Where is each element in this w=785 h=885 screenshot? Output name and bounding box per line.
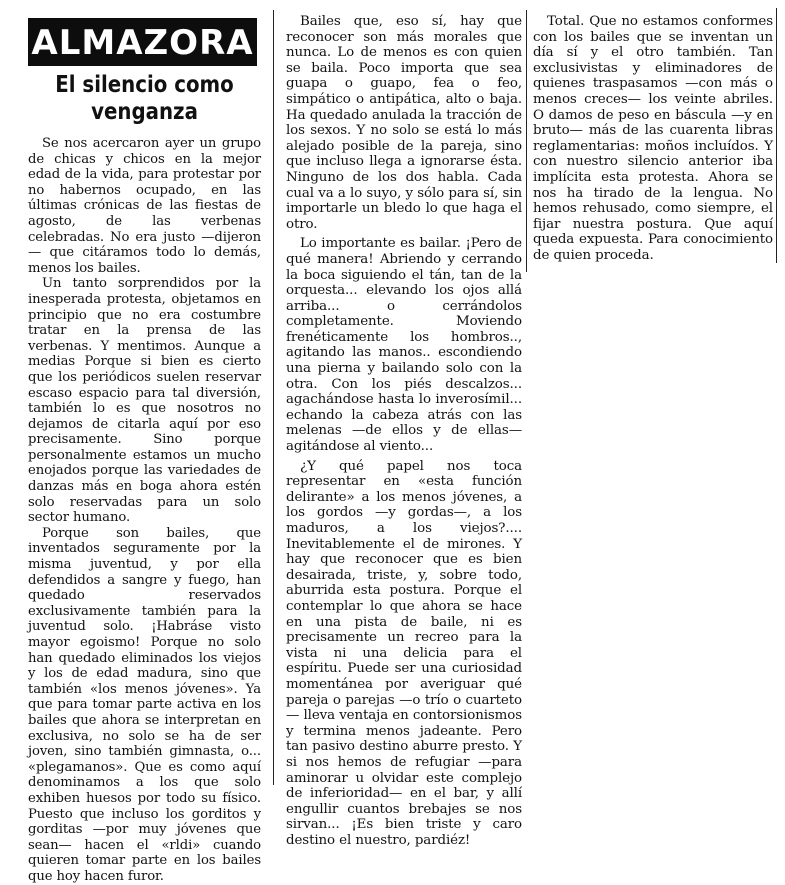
article-paragraph: Bailes que, eso sí, hay que reconocer son más morales que nunca. Lo de menos es con quien se baila. Poco importa que sea guapa o guapo, fea o feo, simpático o antipática, alto o baja. Ha quedado anulada la tracción de los sexos. Y no solo se está lo más alejado posible de la pareja, sino que incluso llega a ignorarse ésta. Ninguno de los dos habla. Cada cual va a lo suyo, y sólo para sí, sin importarle un bledo lo que haga el otro. (286, 14, 522, 232)
article-paragraph: Total. Que no estamos conformes con los bailes que se inventan un día sí y el otro también. Tan exclusivistas y eliminadores de quienes traspasamos —con más o menos creces— los veinte abriles. O damos de peso en báscula —y en bruto— más de las cuarenta libras reglamentarias: moños incluídos. Y con nuestro silencio anterior iba implícita esta protesta. Ahora se nos ha tirado de la lengua. No hemos rehusado, como siempre, el fijar nuestra postura. Que aquí queda expuesta. Para conocimiento de quien proceda. (533, 14, 773, 263)
column-rule (526, 10, 527, 272)
article-column-3 (533, 0, 773, 264)
article-column-2 (286, 0, 522, 848)
column-rule (776, 8, 777, 263)
headline-line: El silencio como (55, 72, 234, 98)
column-rule (273, 10, 274, 785)
headline-line: venganza (91, 99, 198, 125)
article-paragraph: Un tanto sorprendidos por la inesperada protesta, objetamos en principio que no era costumbre tratar en la prensa de las verbenas. Y mentimos. Aunque a medias Porque si bien es cierto que los periódicos suelen reservar escaso espacio para tal diversión, también lo es que nosotros no dejamos de citarla aquí por eso precisamente. Sino porque personalmente estamos un mucho enojados porque las variedades de danzas más en boga ahora estén solo reservadas para un solo sector humano. (28, 276, 261, 526)
section-banner: ALMAZORA (28, 18, 257, 66)
article-headline (44, 72, 244, 126)
article-paragraph: ¿Y qué papel nos toca representar en «esta función delirante» a los menos jóvenes, a los gordos —y gordas—, a los maduros, a los viejos?.... Inevitablemente el de mirones. Y hay que reconocer que es bien desairada, triste, y, sobre todo, aburrida esta postura. Porque el contemplar lo que ahora se hace en una pista de baile, ni es precisamente un recreo para la vista ni una delicia para el espíritu. Puede ser una curiosidad momentánea por averiguar qué pareja o parejas —o trío o cuarteto— lleva ventaja en contorsionismos y termina menos jadeante. Pero tan pasivo destino aburre presto. Y si nos hemos de refugiar —para aminorar u olvidar este complejo de inferioridad— en el bar, y allí engullir cuantos brebajes se nos sirvan... ¡Es bien triste y caro destino el nuestro, pardiéz! (286, 458, 522, 848)
article-paragraph: Porque son bailes, que inventados seguramente por la misma juventud, y por ella defendidos a sangre y fuego, han quedado reservados exclusivamente también para la juventud solo. ¡Habráse visto mayor egoismo! Porque no solo han quedado eliminados los viejos y los de edad madura, sino que también «los menos jóvenes». Ya que para tomar parte activa en los bailes que ahora se interpretan en exclusiva, no solo se ha de ser joven, sino también gimnasta, o... «plegamanos». Que es como aquí denominamos a los que solo exhiben huesos por todo su físico. Puesto que incluso los gorditos y gorditas —por muy jóvenes que sean— hacen el «rldi» cuando quieren tomar parte en los bailes que hoy hacen furor. (28, 525, 261, 884)
article-column-1 (28, 0, 261, 885)
article-paragraph: Se nos acercaron ayer un grupo de chicas y chicos en la mejor edad de la vida, para protestar por no habernos ocupado, en las últimas crónicas de las fiestas de agosto, de las verbenas celebradas. No era justo —dijeron— que citáramos todo lo demás, menos los bailes. (28, 136, 261, 276)
article-paragraph: Lo importante es bailar. ¡Pero de qué manera! Abriendo y cerrando la boca siguiendo el tán, tan de la orquesta... elevando los ojos allá arriba... o cerrándolos completamente. Moviendo frenéticamente los hombros.., agitando las manos.. escondiendo una pierna y bailando solo con la otra. Con los piés descalzos... agachándose hasta lo inverosímil... echando la cabeza atrás con las melenas —de ellos y de ellas— agitándose al viento... (286, 236, 522, 455)
